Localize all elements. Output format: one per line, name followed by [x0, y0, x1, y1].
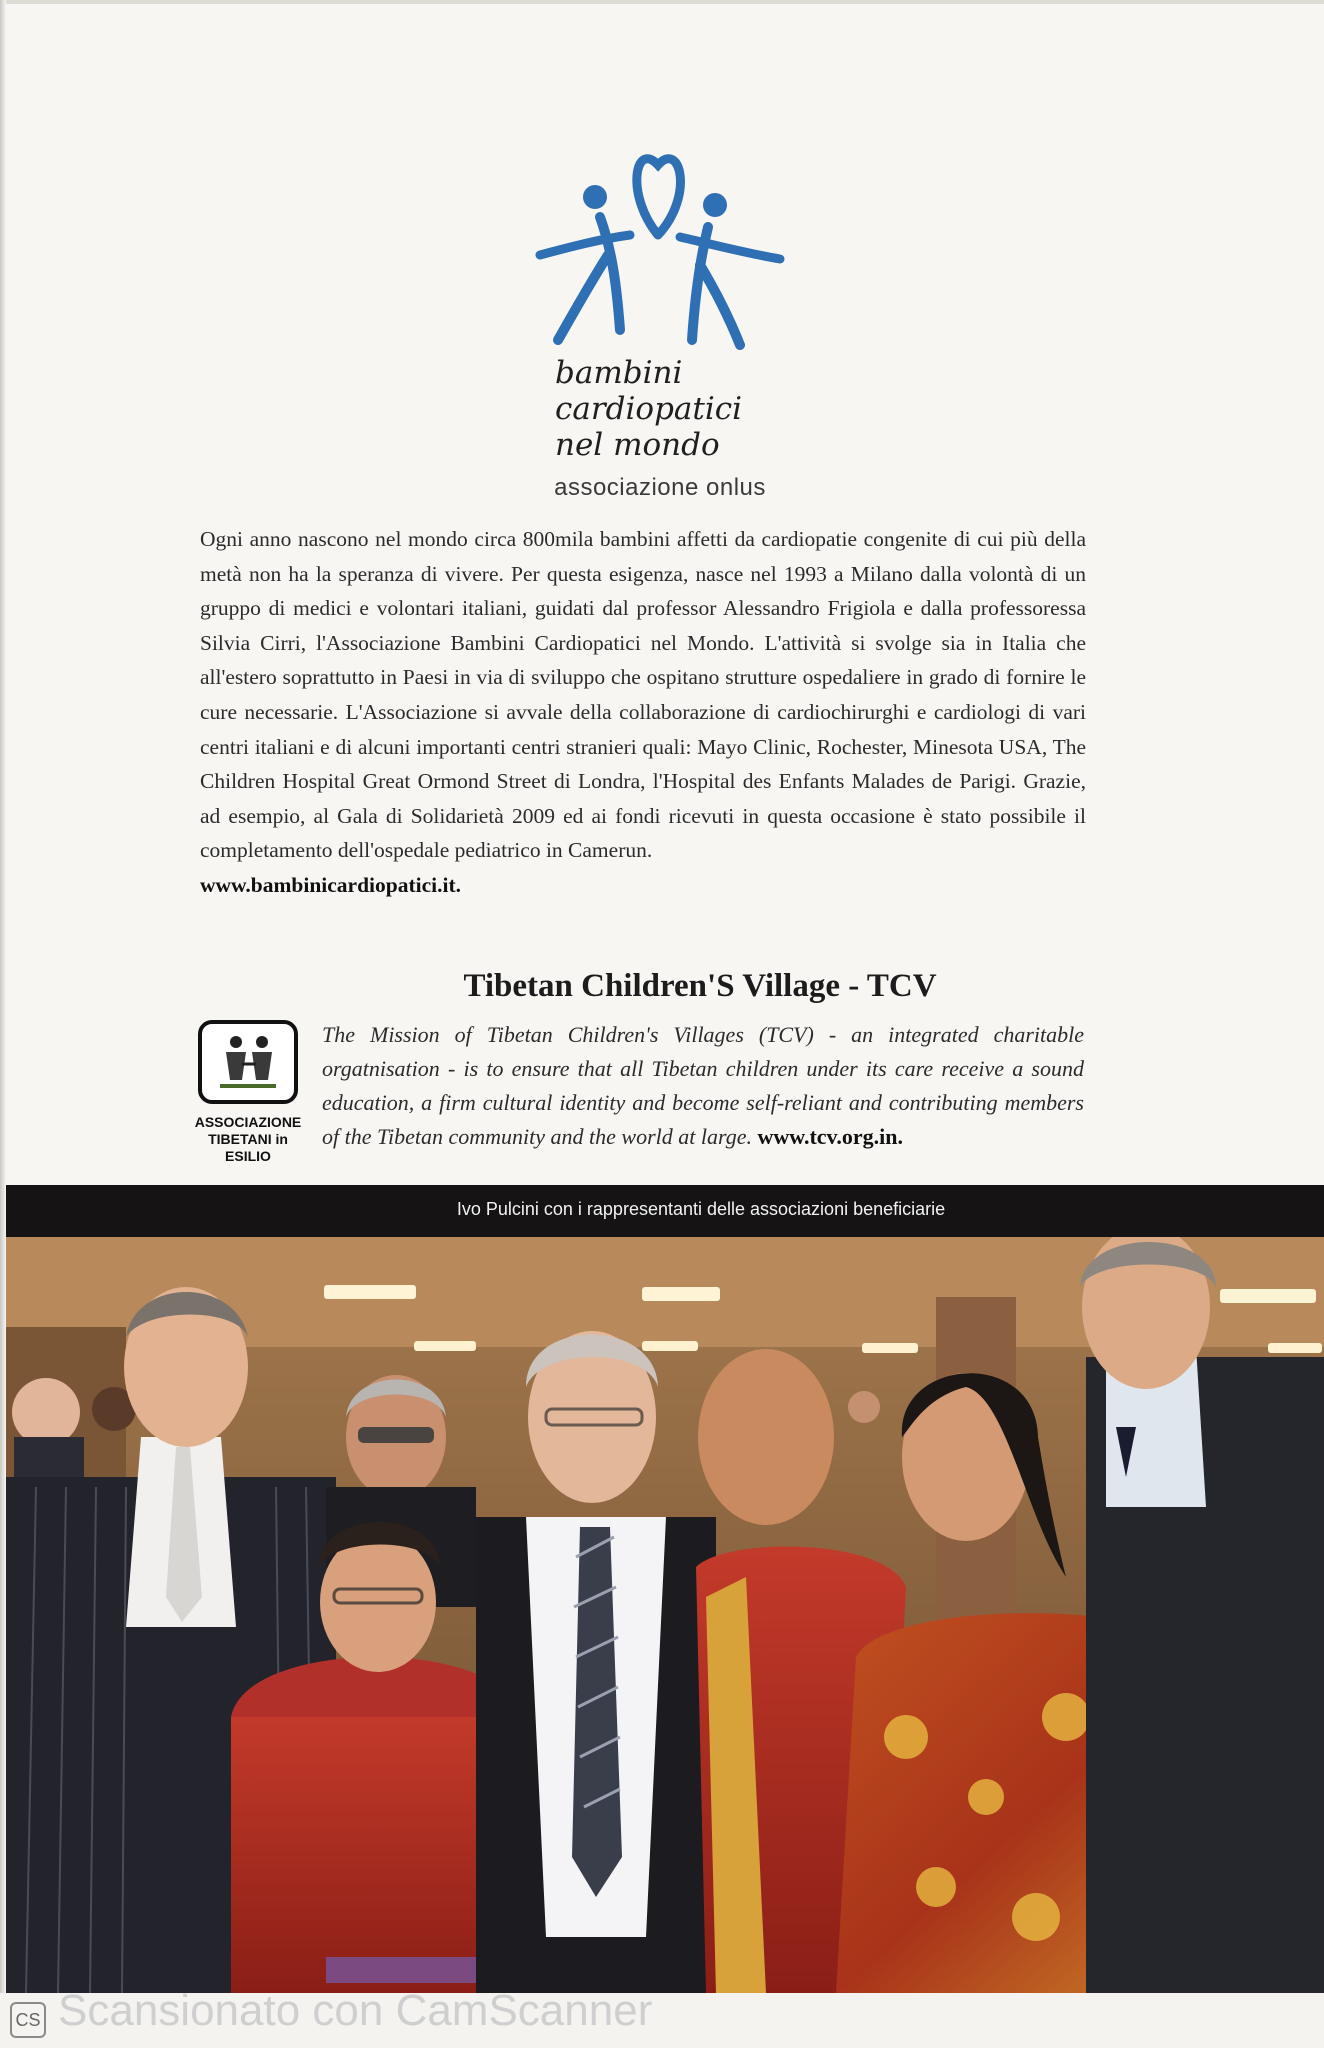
logo-script-text [555, 355, 755, 463]
article-website-link[interactable]: www.bambinicardiopatici.it. [200, 872, 462, 897]
article-text: Ogni anno nascono nel mondo circa 800mila bambini affetti da cardiopatie congenite di cui più della metà non ha la speranza di vivere. Per questa esigenza, nasce nel 1993 a Milano dalla volontà di un gruppo di medici e volontari italiani, guidati dal professor Alessandro Frigiola e dalla professoressa Silvia Cirri, l'Associazione Bambini Cardiopatici nel Mondo. L'attività si svolge sia in Italia che all'estero soprattutto in Paesi in via di sviluppo che ospitano strutture ospedaliere in grado di fornire le cure necessarie. L'Associazione si avvale della collaborazione di cardiochirurghi e cardiologi di vari centri italiani e di alcuni importanti centri stranieri quali: Mayo Clinic, Rochester, Minesota USA, The Children Hospital Great Ormond Street di Londra, l'Hospital des Enfants Malades de Parigi. Grazie, ad esempio, al Gala di Solidarietà 2009 ed ai fondi ricevuti in questa occasione è stato possibile il completamento dell'ospedale pediatrico in Camerun. [200, 527, 1086, 863]
logo-line-3: nel mondo [555, 427, 720, 463]
scanner-watermark: Scansionato con CamScanner [58, 1986, 653, 2035]
logo-line-1: bambini [555, 355, 683, 391]
camscanner-badge-icon: CS [10, 2002, 46, 2038]
tcv-website-link[interactable]: www.tcv.org.in. [757, 1124, 903, 1149]
logo-line-2: cardiopatici [555, 391, 743, 427]
photo-caption: Ivo Pulcini con i rappresentanti delle associazioni beneficiarie [456, 1199, 946, 1219]
tcv-logo-caption [186, 1114, 310, 1165]
tcv-logo-line-1: ASSOCIAZIONE [194, 1114, 302, 1130]
article-paragraph [200, 522, 1086, 903]
tcv-mission-text: The Mission of Tibetan Children's Villages (TCV) - an integrated charitable orgatnisation - is to ensure that all Tibetan children under its care receive a sound education, a firm cultural identity and become self-reliant and contributing members of the Tibetan community and the world at large. [322, 1022, 1084, 1149]
tcv-logo-icon [198, 1020, 298, 1104]
tcv-description [322, 1018, 1084, 1154]
tcv-logo-line-2: TIBETANI in ESILIO [208, 1131, 288, 1164]
photo-caption-bar [6, 1185, 1324, 1237]
group-photo [6, 1237, 1324, 1993]
tcv-heading: Tibetan Children'S Village - TCV [463, 968, 937, 1004]
page-top-edge [0, 0, 1324, 4]
logo-subtitle: associazione onlus [554, 474, 766, 501]
